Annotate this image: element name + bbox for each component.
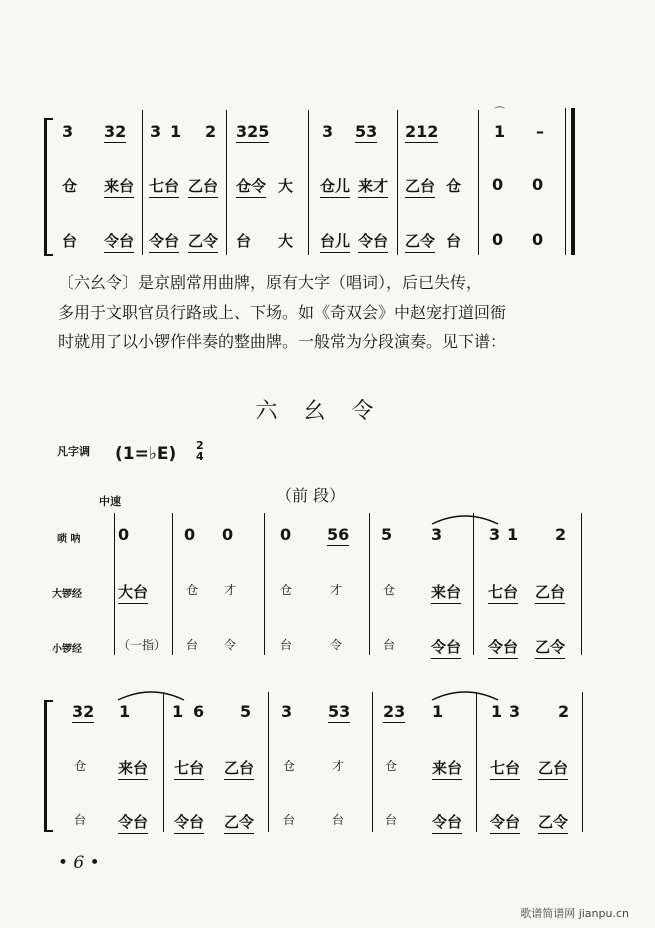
section-heading: （前 段） bbox=[276, 486, 346, 505]
beat: 乙台 bbox=[405, 175, 435, 198]
beat: 台 bbox=[280, 638, 293, 652]
note: 3 bbox=[431, 525, 443, 544]
beat: 仓 bbox=[383, 583, 396, 597]
beat: 乙台 bbox=[535, 581, 565, 604]
tie-mark bbox=[116, 688, 186, 702]
note: 3 bbox=[322, 122, 334, 141]
tie-mark bbox=[430, 512, 500, 526]
note: 2 bbox=[555, 525, 567, 544]
beat: 仓 bbox=[385, 759, 398, 773]
beat: 大台 bbox=[118, 581, 148, 604]
note: 1 bbox=[119, 702, 131, 721]
instrument-label: 大锣经 bbox=[52, 589, 82, 600]
note: 1 bbox=[507, 525, 519, 544]
rest: 0 bbox=[118, 525, 130, 544]
beat: 仓 bbox=[74, 759, 87, 773]
beat: 七台 bbox=[490, 757, 520, 780]
beat: 乙令 bbox=[188, 230, 218, 253]
beat: 令 bbox=[224, 638, 237, 652]
beat: 台 bbox=[74, 813, 87, 827]
note: 3 bbox=[489, 525, 501, 544]
tie-mark bbox=[430, 688, 500, 702]
key-signature: (1=♭E) bbox=[115, 444, 177, 464]
daluo-row bbox=[0, 757, 655, 797]
rest: 0 bbox=[492, 175, 504, 194]
beat: （一指） bbox=[118, 638, 167, 652]
site-watermark: 歌谱简谱网 jianpu.cn bbox=[520, 907, 629, 920]
beat: 来台 bbox=[432, 757, 462, 780]
beat: 仓 bbox=[186, 583, 199, 597]
note: 3 bbox=[509, 702, 521, 721]
beat: 七台 bbox=[488, 581, 518, 604]
xiaoluo-row bbox=[0, 811, 655, 851]
beat: 才 bbox=[330, 583, 343, 597]
beat: 台 bbox=[236, 232, 252, 250]
fermata-icon: ⌒ bbox=[494, 106, 505, 119]
beat: 乙台 bbox=[224, 757, 254, 780]
paragraph-line: 多用于文职官员行路或上、下场。如《奇双会》中赵宠打道回衙 bbox=[58, 303, 507, 322]
beat: 乙令 bbox=[535, 636, 565, 659]
beat: 台 bbox=[186, 638, 199, 652]
note: 1 bbox=[432, 702, 444, 721]
rest: 0 bbox=[184, 525, 196, 544]
beat: 七台 bbox=[174, 757, 204, 780]
note-group: 53 bbox=[355, 122, 378, 141]
beat: 令台 bbox=[149, 230, 179, 253]
note: 6 bbox=[193, 702, 205, 721]
beat: 台 bbox=[332, 813, 345, 827]
note: 5 bbox=[240, 702, 252, 721]
note-group: 212 bbox=[405, 122, 439, 141]
beat: 才 bbox=[224, 583, 237, 597]
beat: 来才 bbox=[358, 175, 388, 198]
beat: 令台 bbox=[174, 811, 204, 834]
beat: 台儿 bbox=[320, 230, 350, 253]
note-group: 32 bbox=[72, 702, 95, 721]
beat: 仓儿 bbox=[320, 175, 350, 198]
beat: 令台 bbox=[358, 230, 388, 253]
time-signature bbox=[196, 440, 204, 462]
beat: 大 bbox=[278, 177, 294, 195]
beat: 来台 bbox=[118, 757, 148, 780]
beat: 仓令 bbox=[236, 175, 266, 198]
beat: 令台 bbox=[432, 811, 462, 834]
instrument-label: 唢 呐 bbox=[57, 534, 81, 545]
note: 1 bbox=[172, 702, 184, 721]
rest: 0 bbox=[280, 525, 292, 544]
beat: 台 bbox=[383, 638, 396, 652]
daluo-row bbox=[0, 175, 655, 215]
beat: 来台 bbox=[104, 175, 134, 198]
beat: 令台 bbox=[488, 636, 518, 659]
beat: 七台 bbox=[149, 175, 179, 198]
melody-row bbox=[0, 702, 655, 742]
note: – bbox=[536, 122, 544, 141]
melody-row bbox=[0, 122, 655, 162]
note: 5 bbox=[381, 525, 393, 544]
note: 3 bbox=[150, 122, 162, 141]
note-group: 325 bbox=[236, 122, 270, 141]
beat: 来台 bbox=[431, 581, 461, 604]
beat: 仓 bbox=[283, 759, 296, 773]
rest: 0 bbox=[492, 230, 504, 249]
beat: 台 bbox=[283, 813, 296, 827]
note: 2 bbox=[205, 122, 217, 141]
daluo-row bbox=[0, 581, 655, 621]
beat: 令台 bbox=[118, 811, 148, 834]
key-label: 凡字调 bbox=[57, 445, 90, 458]
rest: 0 bbox=[532, 230, 544, 249]
beat: 乙令 bbox=[405, 230, 435, 253]
note: 1 bbox=[491, 702, 503, 721]
beat: 台 bbox=[385, 813, 398, 827]
beat: 台 bbox=[62, 232, 78, 250]
note: 3 bbox=[62, 122, 74, 141]
beat: 乙台 bbox=[538, 757, 568, 780]
note: 3 bbox=[281, 702, 293, 721]
beat: 令台 bbox=[104, 230, 134, 253]
beat: 仓 bbox=[446, 177, 462, 195]
xiaoluo-row bbox=[0, 230, 655, 270]
note-group: 23 bbox=[383, 702, 406, 721]
piece-title: 六幺令 bbox=[255, 399, 400, 424]
time-top: 2 bbox=[196, 439, 204, 452]
tempo-marking: 中速 bbox=[99, 495, 121, 508]
paragraph-line: 〔六幺令〕是京剧常用曲牌，原有大字（唱词），后已失传， bbox=[58, 273, 483, 292]
melody-row bbox=[0, 525, 655, 565]
beat: 仓 bbox=[280, 583, 293, 597]
beat: 台 bbox=[446, 232, 462, 250]
beat: 令台 bbox=[490, 811, 520, 834]
beat: 令 bbox=[330, 638, 343, 652]
beat: 乙令 bbox=[224, 811, 254, 834]
beat: 乙令 bbox=[538, 811, 568, 834]
note: 1 bbox=[170, 122, 182, 141]
note-group: 53 bbox=[328, 702, 351, 721]
beat: 大 bbox=[278, 232, 294, 250]
beat: 令台 bbox=[431, 636, 461, 659]
note: 1 bbox=[494, 122, 506, 141]
note-group: 32 bbox=[104, 122, 127, 141]
beat: 乙台 bbox=[188, 175, 218, 198]
rest: 0 bbox=[222, 525, 234, 544]
xiaoluo-row bbox=[0, 636, 655, 676]
paragraph-line: 时就用了以小锣作伴奏的整曲牌。一般常为分段演奏。见下谱： bbox=[58, 332, 507, 351]
beat: 才 bbox=[332, 759, 345, 773]
rest: 0 bbox=[532, 175, 544, 194]
note: 2 bbox=[558, 702, 570, 721]
page-number: • 6 • bbox=[58, 853, 100, 873]
instrument-label: 小锣经 bbox=[52, 644, 82, 655]
beat: 仓 bbox=[62, 177, 78, 195]
time-bottom: 4 bbox=[196, 450, 204, 463]
note-group: 56 bbox=[327, 525, 350, 544]
